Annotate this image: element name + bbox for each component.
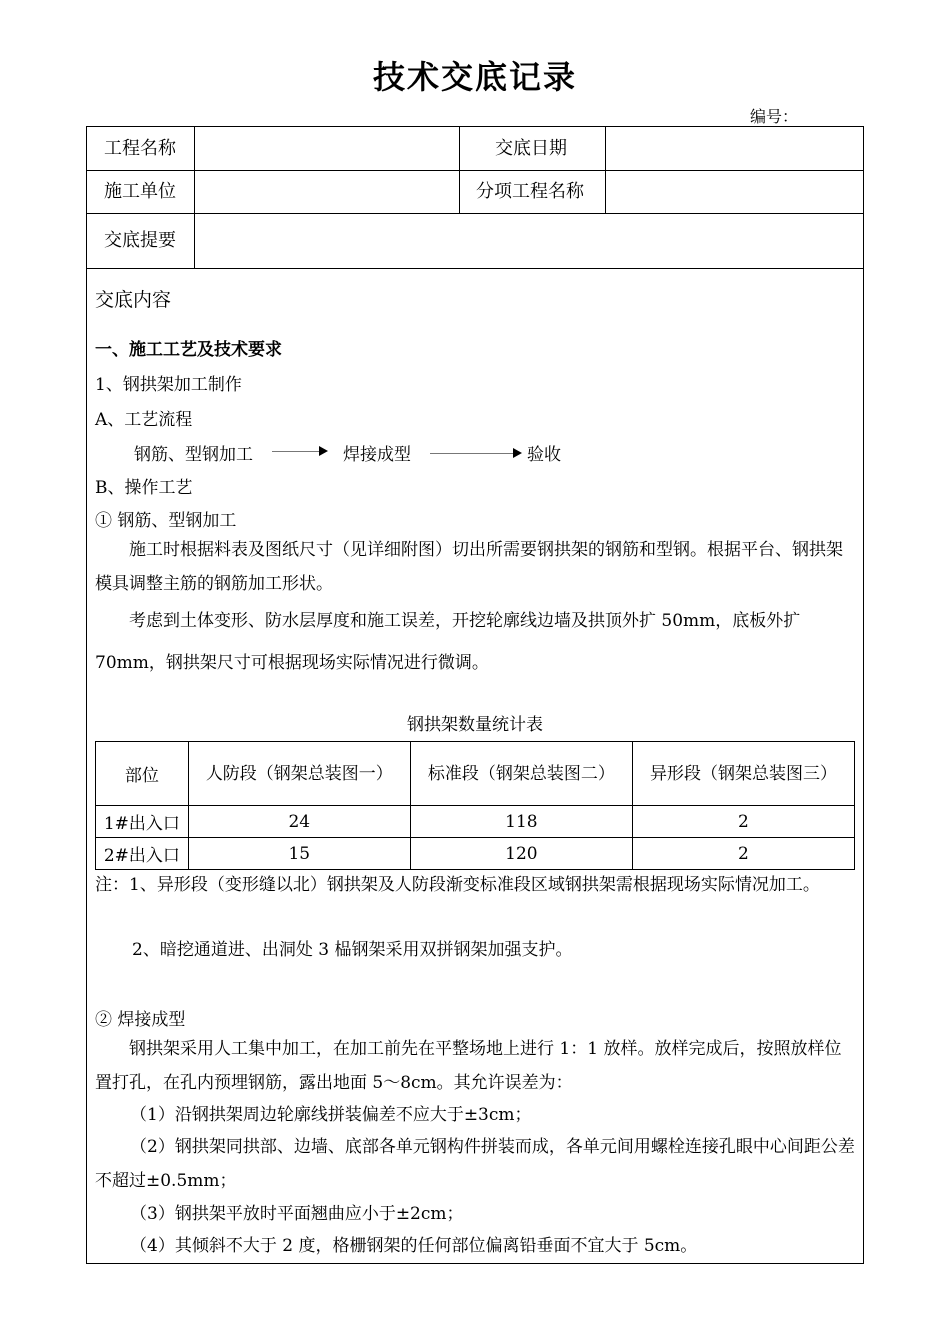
doc-number-label: 编号： xyxy=(750,107,799,126)
col-divider xyxy=(194,126,195,268)
paragraph: 考虑到土体变形、防水层厚度和施工误差，开挖轮廓线边墙及拱顶外扩 50mm，底板外扩 70mm，钢拱架尺寸可根据现场实际情况进行微调。 xyxy=(95,611,801,673)
table-cell: 118 xyxy=(410,806,632,838)
table-cell: 15 xyxy=(188,838,410,870)
flow-step-1: 钢筋、型钢加工 xyxy=(134,445,253,465)
table-cell: 1#出入口 xyxy=(96,806,189,838)
project-name-label: 工程名称 xyxy=(104,138,176,159)
paragraph: 施工时根据料表及图纸尺寸（见详细附图）切出所需要钢拱架的钢筋和型钢。根据平台、钢拱架模具调整主筋的钢筋加工形状。 xyxy=(95,540,843,594)
table-cell: 2 xyxy=(632,806,854,838)
table-cell: 120 xyxy=(410,838,632,870)
table-caption: 钢拱架数量统计表 xyxy=(407,715,543,735)
table-cell: 24 xyxy=(188,806,410,838)
requirement-1: （1）沿钢拱架周边轮廓线拼装偏差不应大于±3cm； xyxy=(130,1105,532,1125)
unit-label: 施工单位 xyxy=(104,181,176,202)
flow-step-3: 验收 xyxy=(527,445,561,465)
row-divider xyxy=(86,213,864,214)
sub-project-label: 分项工程名称 xyxy=(476,181,584,202)
note-2: 2、暗挖通道进、出洞处 3 榀钢架采用双拼钢架加强支护。 xyxy=(132,940,573,960)
table-header-cell: 部位 xyxy=(96,742,189,806)
requirement-3: （3）钢拱架平放时平面翘曲应小于±2cm； xyxy=(130,1204,464,1224)
table-header-row xyxy=(96,742,855,806)
requirement-4: （4）其倾斜不大于 2 度，格栅钢架的任何部位偏离铅垂面不宜大于 5cm。 xyxy=(130,1236,698,1256)
col-divider xyxy=(459,126,460,213)
table-row xyxy=(96,838,855,870)
row-divider xyxy=(86,268,864,269)
step1-heading: ① 钢筋、型钢加工 xyxy=(95,511,237,531)
sub-heading-a: A、工艺流程 xyxy=(95,410,193,430)
table-header-cell: 异形段（钢架总装图三） xyxy=(632,742,854,806)
table-cell: 2#出入口 xyxy=(96,838,189,870)
flow-arrow-icon xyxy=(430,453,520,454)
paragraph: 钢拱架采用人工集中加工，在加工前先在平整场地上进行 1：1 放样。放样完成后，按照放样位置打孔，在孔内预埋钢筋，露出地面 5～8cm。其允许误差为： xyxy=(95,1039,842,1093)
page-title: 技术交底记录 xyxy=(372,58,577,96)
flow-step-2: 焊接成型 xyxy=(343,445,411,465)
date-label: 交底日期 xyxy=(495,138,567,159)
item-heading: 1、钢拱架加工制作 xyxy=(95,375,242,395)
section-heading: 一、施工工艺及技术要求 xyxy=(95,340,282,360)
row-divider xyxy=(86,170,864,171)
requirement-2: （2）钢拱架同拱部、边墙、底部各单元钢构件拼装而成，各单元间用螺栓连接孔眼中心间距公差不超过±0.5mm； xyxy=(95,1137,855,1191)
content-label: 交底内容 xyxy=(95,289,172,311)
table-cell: 2 xyxy=(632,838,854,870)
sub-heading-b: B、操作工艺 xyxy=(95,478,193,498)
note-1: 注：1、异形段（变形缝以北）钢拱架及人防段渐变标准段区域钢拱架需根据现场实际情况加工。 xyxy=(95,875,820,895)
table-row xyxy=(96,806,855,838)
summary-label: 交底提要 xyxy=(104,230,176,251)
table-header-cell: 标准段（钢架总装图二） xyxy=(410,742,632,806)
statistics-table xyxy=(95,741,855,870)
table-header-cell: 人防段（钢架总装图一） xyxy=(188,742,410,806)
step2-heading: ② 焊接成型 xyxy=(95,1010,186,1030)
flow-arrow-icon xyxy=(272,451,326,452)
col-divider xyxy=(605,126,606,213)
